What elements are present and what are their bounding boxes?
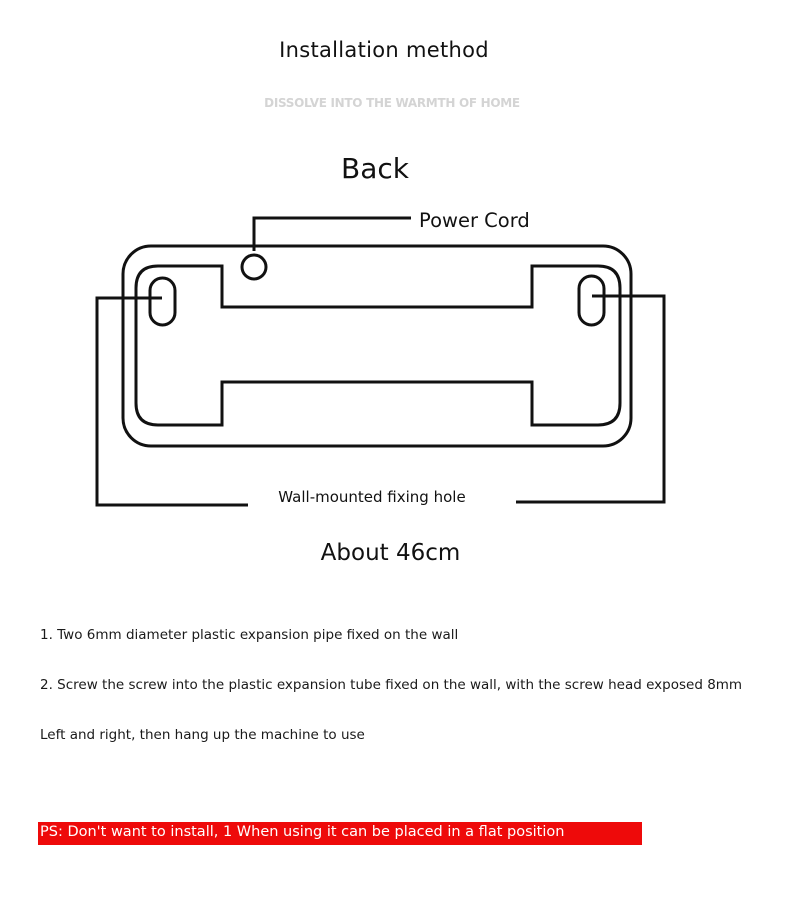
- left-hole-leader: [97, 298, 248, 505]
- page-title: Installation method: [279, 38, 489, 62]
- dimension-label: About 46cm: [320, 540, 461, 566]
- inner-bracket: [136, 266, 620, 425]
- right-hole-leader: [516, 296, 664, 502]
- back-view-label: Back: [341, 152, 409, 185]
- fixing-hole-label: Wall-mounted fixing hole: [278, 488, 466, 506]
- instruction-step-3: Left and right, then hang up the machine to use: [40, 727, 365, 743]
- page-subtitle: DISSOLVE INTO THE WARMTH OF HOME: [264, 96, 520, 110]
- right-fixing-slot: [579, 276, 604, 325]
- instruction-step-1: 1. Two 6mm diameter plastic expansion pipe fixed on the wall: [40, 627, 459, 643]
- left-fixing-slot: [150, 278, 175, 325]
- power-cord-hole: [242, 255, 266, 279]
- outer-frame: [123, 246, 631, 446]
- note-text: PS: Don't want to install, 1 When using it can be placed in a flat position: [40, 824, 565, 840]
- power-cord-label: Power Cord: [419, 209, 530, 232]
- instruction-step-2: 2. Screw the screw into the plastic expansion tube fixed on the wall, with the screw head exposed 8mm: [40, 677, 743, 693]
